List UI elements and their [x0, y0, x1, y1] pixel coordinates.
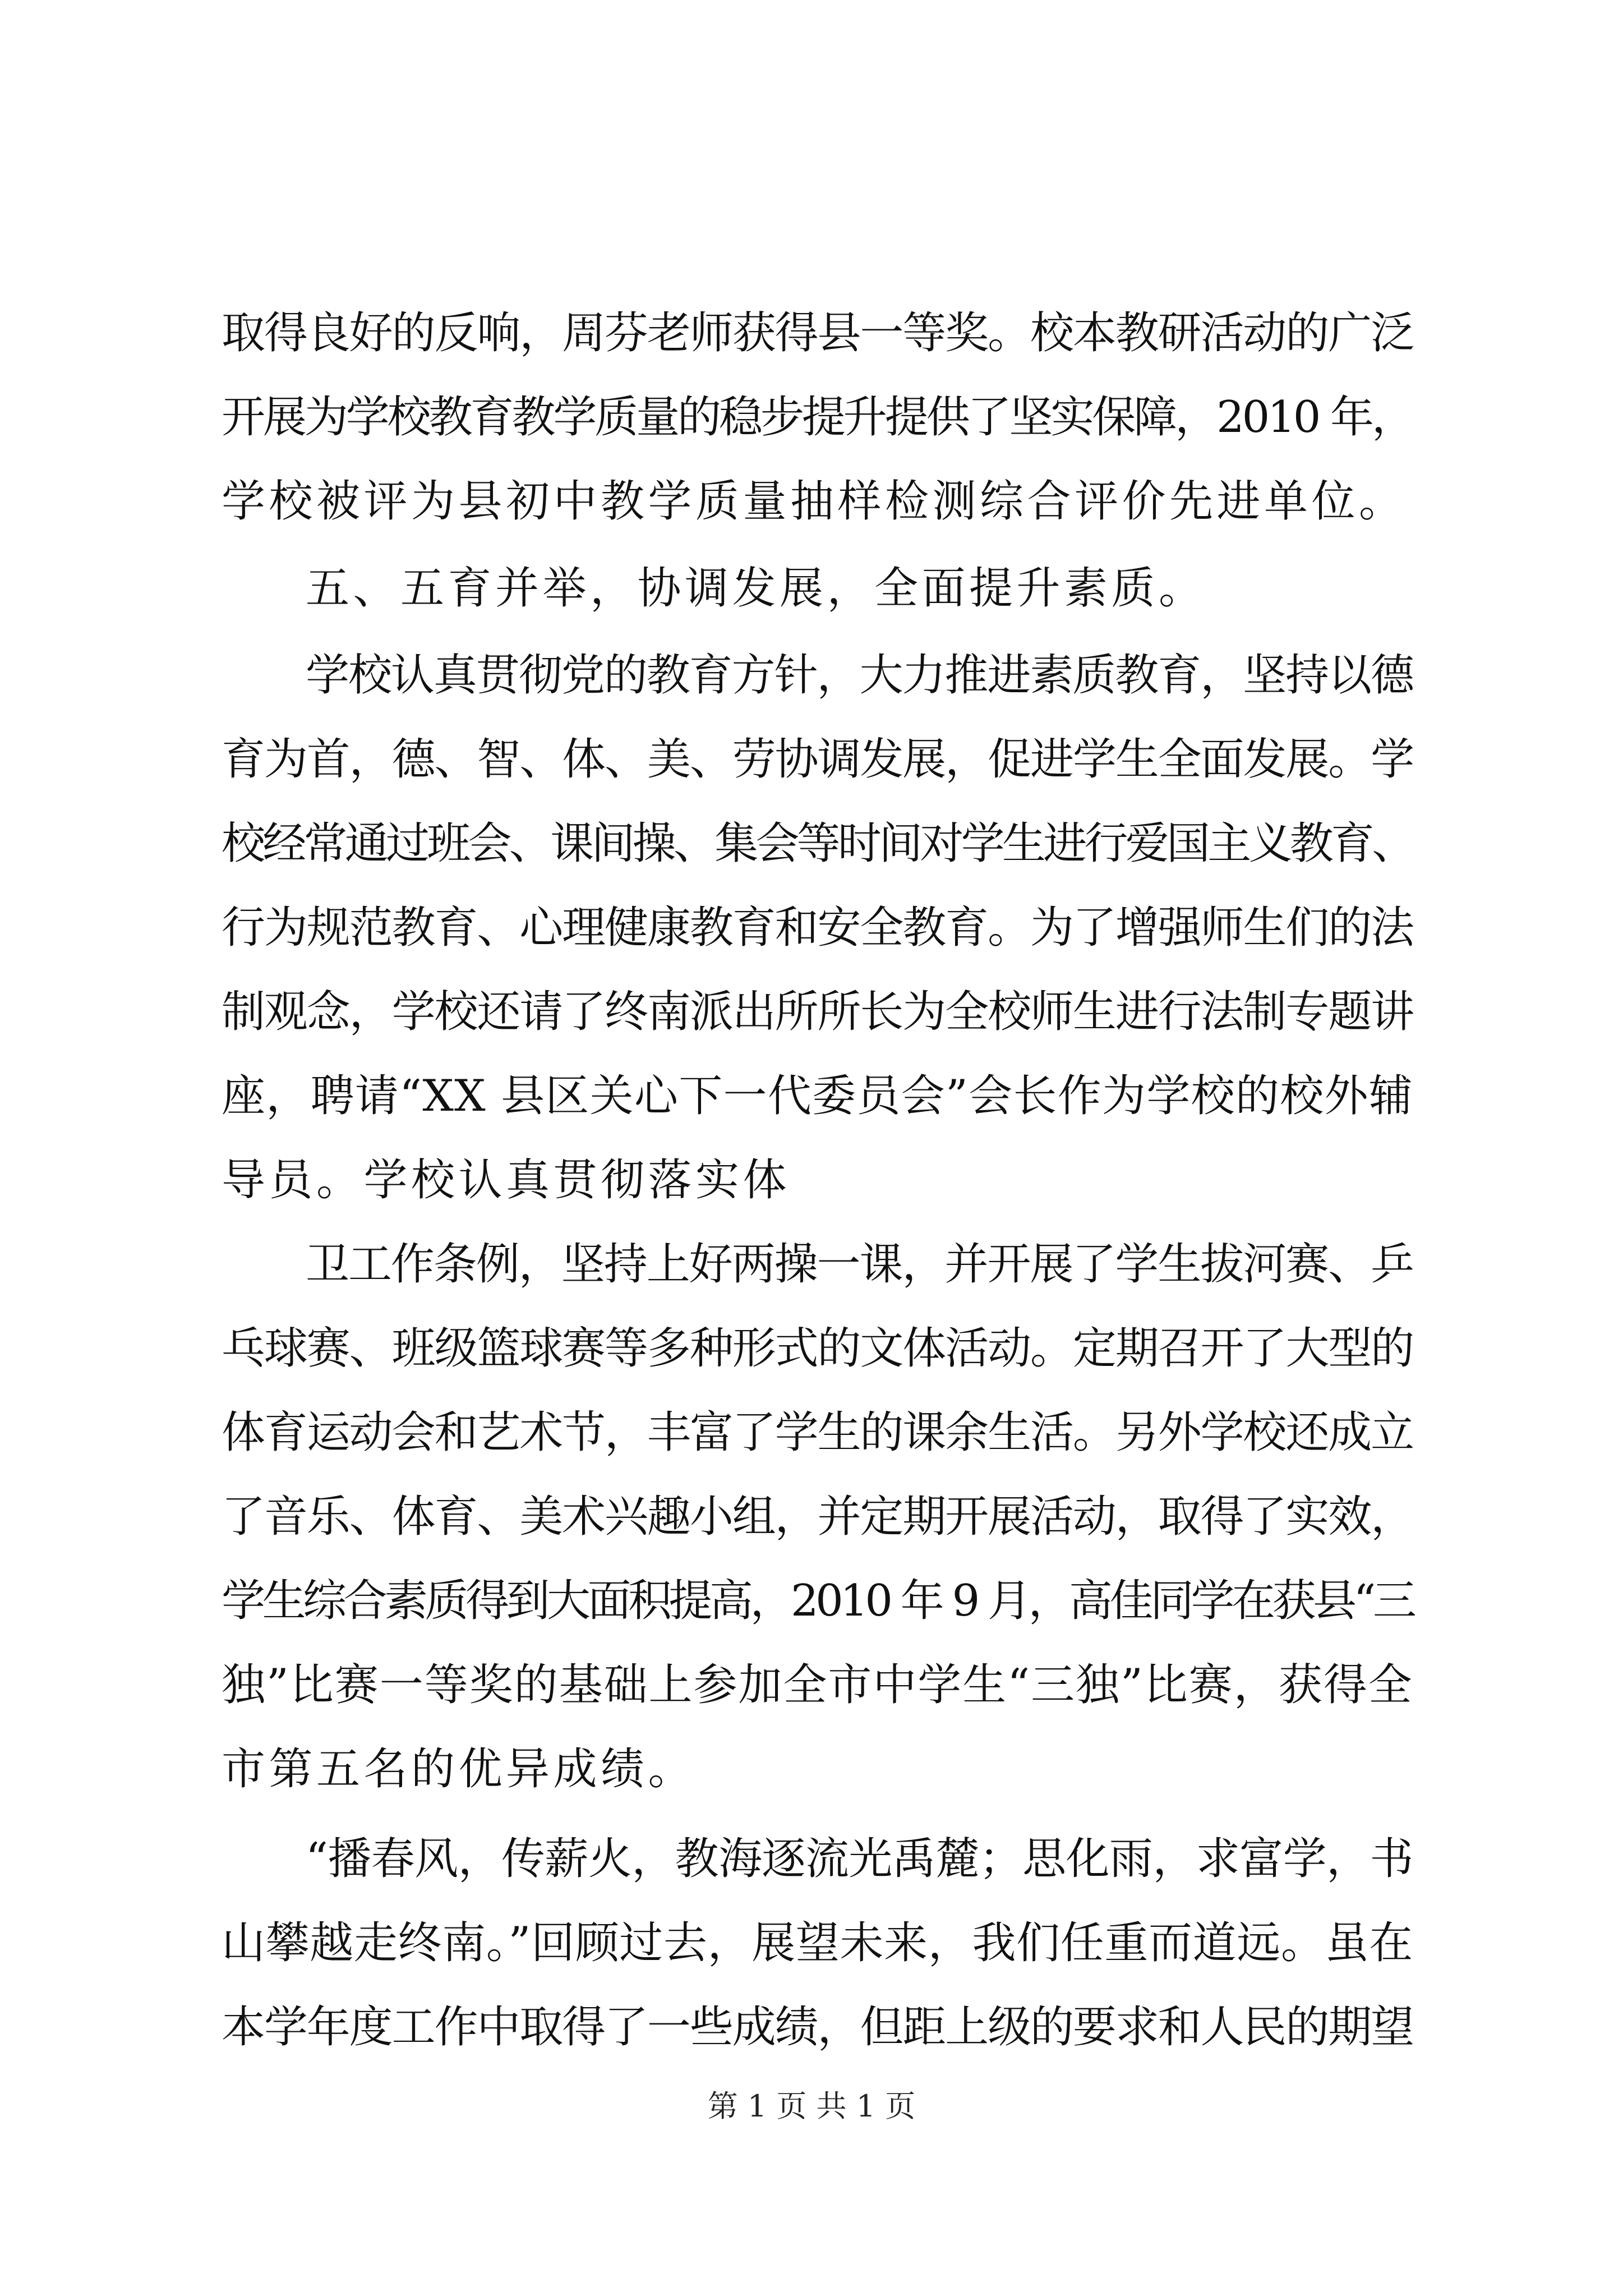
- body-text-line: 导员。学校认真贯彻落实体: [222, 1155, 791, 1205]
- body-text-line: 市第五名的优异成绩。: [222, 1744, 696, 1795]
- body-text-line: 座，聘请“XX 县区关心下一代委员会”会长作为学校的校外辅: [222, 1071, 1414, 1121]
- body-text-line: 校经常通过班会、课间操、集会等时间对学生进行爱国主义教育、: [222, 818, 1413, 869]
- body-text-line: 乓球赛、班级篮球赛等多种形式的文体活动。定期召开了大型的: [222, 1323, 1414, 1374]
- body-text-line: 山攀越走终南。”回顾过去，展望未来，我们任重而道远。虽在: [222, 1918, 1413, 1968]
- section-heading: 五、五育并举，协调发展，全面提升素质。: [306, 563, 1206, 614]
- body-text-line: 独”比赛一等奖的基础上参加全市中学生“三独”比赛，获得全: [222, 1660, 1413, 1710]
- body-text-line: 体育运动会和艺术节，丰富了学生的课余生活。另外学校还成立: [222, 1407, 1414, 1458]
- body-text-line: 卫工作条例，坚持上好两操一课，并开展了学生拔河赛、乒: [306, 1239, 1414, 1290]
- body-text-line: 开展为学校教育教学质量的稳步提升提供了坚实保障，2010 年，: [222, 392, 1413, 443]
- body-text-line: 行为规范教育、心理健康教育和安全教育。为了增强师生们的法: [222, 903, 1414, 953]
- body-text-line: “播春风，传薪火，教海逐流光禹麓；思化雨，求富学，书: [306, 1834, 1413, 1884]
- body-text-line: 学校认真贯彻党的教育方针，大力推进素质教育，坚持以德: [306, 650, 1414, 701]
- body-text-line: 取得良好的反响，周芬老师获得县一等奖。校本教研活动的广泛: [222, 308, 1414, 358]
- body-text-line: 学校被评为县初中教学质量抽样检测综合评价先进单位。: [222, 476, 1407, 527]
- page-number-footer: 第 1 页 共 1 页: [707, 2088, 916, 2124]
- body-text-line: 本学年度工作中取得了一些成绩，但距上级的要求和人民的期望: [222, 2002, 1414, 2053]
- body-text-line: 制观念，学校还请了终南派出所所长为全校师生进行法制专题讲: [222, 987, 1414, 1037]
- body-text-line: 学生综合素质得到大面积提高，2010 年 9 月，高佳同学在获县“三: [222, 1576, 1414, 1626]
- body-text-line: 了音乐、体育、美术兴趣小组，并定期开展活动，取得了实效，: [222, 1492, 1414, 1542]
- body-text-line: 育为首，德、智、体、美、劳协调发展，促进学生全面发展。学: [222, 734, 1414, 785]
